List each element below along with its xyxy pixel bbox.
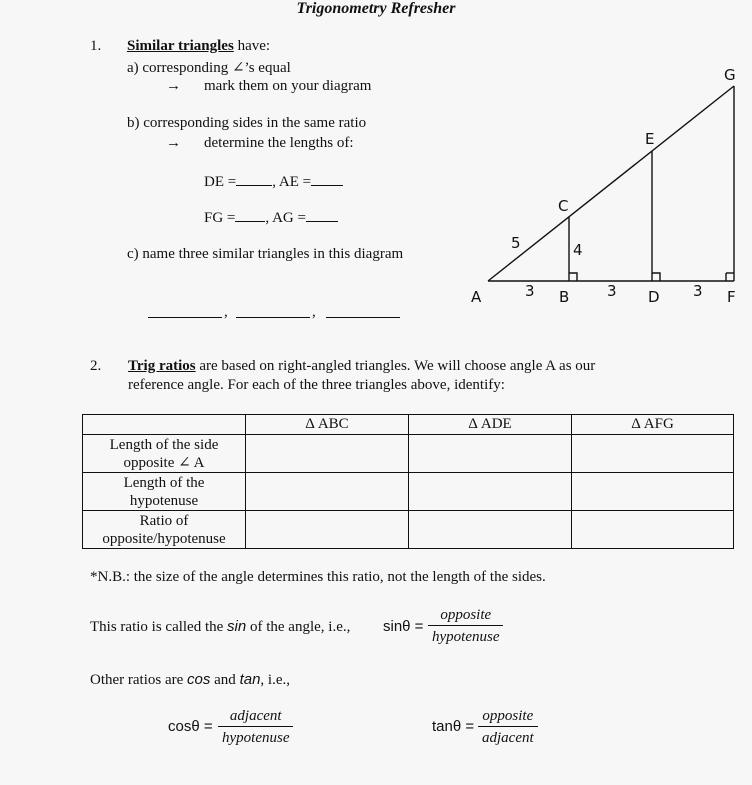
question-2-number: 2. <box>90 358 102 374</box>
fg-label: FG = <box>204 210 236 226</box>
question-2-line1: are based on right-angled triangles. We will choose angle A as our <box>195 358 596 374</box>
question-2-line2: reference angle. For each of the three triangles above, identify: <box>128 377 505 393</box>
arrow-icon: → <box>166 78 181 94</box>
answer-cell[interactable] <box>409 473 572 511</box>
table-row <box>83 473 734 511</box>
table-corner-cell <box>83 415 246 435</box>
vertex-label-b: B <box>559 288 570 306</box>
trig-ratios-heading: Trig ratios <box>128 358 196 374</box>
right-angle-mark-d <box>652 273 660 281</box>
vertex-label-g: G <box>724 66 736 84</box>
part-b-text: b) corresponding sides in the same ratio <box>127 115 367 131</box>
nb-note: *N.B.: the size of the angle determines this ratio, not the length of the sides. <box>90 569 546 585</box>
arrow-icon: → <box>166 135 181 151</box>
sin-fraction <box>428 607 503 646</box>
vertex-label-a: A <box>471 288 482 306</box>
answer-cell[interactable] <box>572 435 734 473</box>
de-label: DE = <box>204 174 237 190</box>
trig-ratio-table <box>82 414 734 549</box>
tan-fraction <box>478 708 538 747</box>
sin-denominator: hypotenuse <box>432 629 500 645</box>
row-header-ratio: Ratio of opposite/hypotenuse <box>83 511 246 549</box>
cos-denominator: hypotenuse <box>222 730 290 746</box>
col-header-afg: Δ AFG <box>572 415 734 435</box>
vertex-label-c: C <box>558 197 569 215</box>
part-a-text: a) corresponding ∠’s equal <box>127 60 291 76</box>
row-header-opposite: Length of the side opposite ∠ A <box>83 435 246 473</box>
heading-rest: have: <box>233 38 271 54</box>
answer-cell[interactable] <box>572 511 734 549</box>
vertex-label-e: E <box>645 130 655 148</box>
part-a-instruction: mark them on your diagram <box>204 78 372 94</box>
ae-label: , AE = <box>272 174 312 190</box>
side-label-bd: 3 <box>607 282 617 300</box>
sin-numerator: opposite <box>428 607 503 626</box>
sin-formula-lhs: sinθ = <box>383 618 424 635</box>
other-ratios-sentence: Other ratios are cos and tan, i.e., <box>90 671 290 688</box>
col-header-abc: Δ ABC <box>246 415 409 435</box>
answer-cell[interactable] <box>409 435 572 473</box>
answer-cell[interactable] <box>246 511 409 549</box>
cos-formula-lhs: cosθ = <box>168 718 213 735</box>
tan-word: tan <box>239 671 261 688</box>
tan-numerator: opposite <box>478 708 538 727</box>
side-label-ab: 3 <box>525 282 535 300</box>
cos-word: cos <box>187 671 211 688</box>
similar-triangles-diagram <box>0 0 752 320</box>
question-1-number: 1. <box>90 38 102 54</box>
side-label-bc: 4 <box>573 241 583 259</box>
tan-denominator: adjacent <box>482 730 534 746</box>
table-row <box>83 511 734 549</box>
col-header-ade: Δ ADE <box>409 415 572 435</box>
ag-label: , AG = <box>265 210 306 226</box>
answer-cell[interactable] <box>246 435 409 473</box>
answer-cell[interactable] <box>572 473 734 511</box>
hypotenuse-ag <box>488 86 734 281</box>
sin-sentence: This ratio is called the sin of the angle, i.e., <box>90 618 351 635</box>
tan-formula-lhs: tanθ = <box>432 718 475 735</box>
question-2-text <box>128 358 688 375</box>
right-angle-mark-b <box>569 273 577 281</box>
answer-cell[interactable] <box>409 511 572 549</box>
vertex-label-d: D <box>648 288 660 306</box>
blank-comma: , <box>224 304 228 320</box>
part-b-instruction: determine the lengths of: <box>204 135 354 151</box>
side-label-df: 3 <box>693 282 703 300</box>
cos-numerator: adjacent <box>218 708 293 727</box>
table-header-row <box>83 415 734 435</box>
blank-comma: , <box>312 304 316 320</box>
similar-triangles-heading: Similar triangles <box>127 38 234 54</box>
part-c-text: c) name three similar triangles in this diagram <box>127 246 404 262</box>
side-label-ac: 5 <box>511 234 521 252</box>
vertex-label-f: F <box>727 288 736 306</box>
table-row <box>83 435 734 473</box>
row-header-hypotenuse: Length of the hypotenuse <box>83 473 246 511</box>
cos-fraction <box>218 708 293 747</box>
answer-cell[interactable] <box>246 473 409 511</box>
sin-word: sin <box>227 618 247 635</box>
page-title: Trigonometry Refresher <box>296 0 456 17</box>
